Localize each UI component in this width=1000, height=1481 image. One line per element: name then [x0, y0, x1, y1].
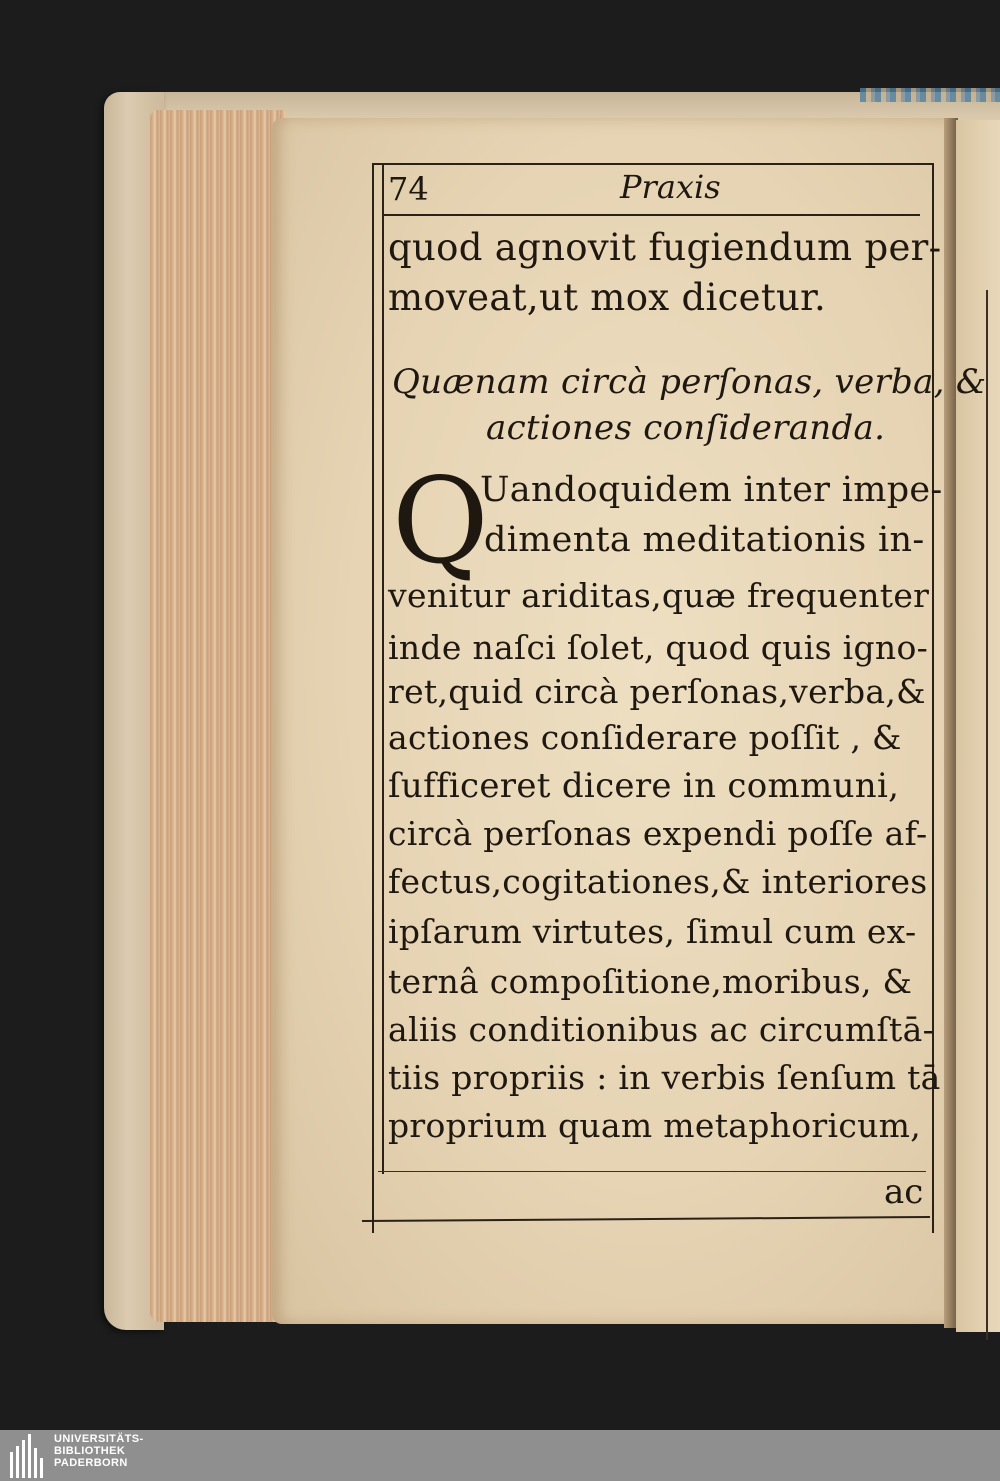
catchword: ac [884, 1172, 924, 1212]
library-name-line: BIBLIOTHEK [54, 1445, 126, 1457]
text-line: circà perſonas expendi poſſe af- [388, 814, 928, 853]
library-footer [0, 1430, 1000, 1481]
text-line: ternâ compoſitione,moribus, & [388, 962, 913, 1001]
section-heading: actiones conſideranda. [486, 408, 886, 448]
header-rule [382, 214, 920, 216]
text-line: quod agnovit fugiendum per- [388, 226, 942, 269]
library-logo-icon [8, 1434, 44, 1478]
text-line: dimenta meditationis in- [484, 520, 925, 560]
page-edges [150, 110, 285, 1322]
text-line: moveat,ut mox dicetur. [388, 276, 827, 319]
page-number: 74 [388, 170, 429, 208]
text-line: aliis conditionibus ac circumſtā- [388, 1010, 935, 1049]
text-line: ipſarum virtutes, ſimul cum ex- [388, 912, 917, 951]
marbled-edge [860, 88, 1000, 102]
text-line: inde naſci ſolet, quod quis igno- [388, 628, 929, 667]
text-line: tiis propriis : in verbis ſenſum tā [388, 1058, 941, 1097]
text-line: actiones conſiderare poſſit , & [388, 718, 902, 757]
library-name [54, 1433, 144, 1469]
library-name-line: UNIVERSITÄTS- [54, 1433, 144, 1445]
text-line: proprium quam metaphoricum, [388, 1106, 922, 1145]
text-line: ſufficeret dicere in communi, [388, 766, 900, 806]
text-line: venitur ariditas,quæ frequenter [388, 576, 930, 615]
running-head: Praxis [620, 168, 721, 206]
frame-inner-rule [382, 164, 384, 1174]
facing-page-edge [956, 120, 1000, 1332]
section-heading: Quænam circà perſonas, verba, & [392, 362, 987, 402]
text-line: Uandoquidem inter impe- [480, 470, 943, 510]
footer-rule [378, 1171, 926, 1172]
drop-cap: Q [392, 452, 489, 590]
library-name-line: PADERBORN [54, 1457, 128, 1469]
text-line: fectus,cogitationes,& interiores [388, 862, 928, 901]
text-line: ret,quid circà perſonas,verba,& [388, 672, 926, 711]
